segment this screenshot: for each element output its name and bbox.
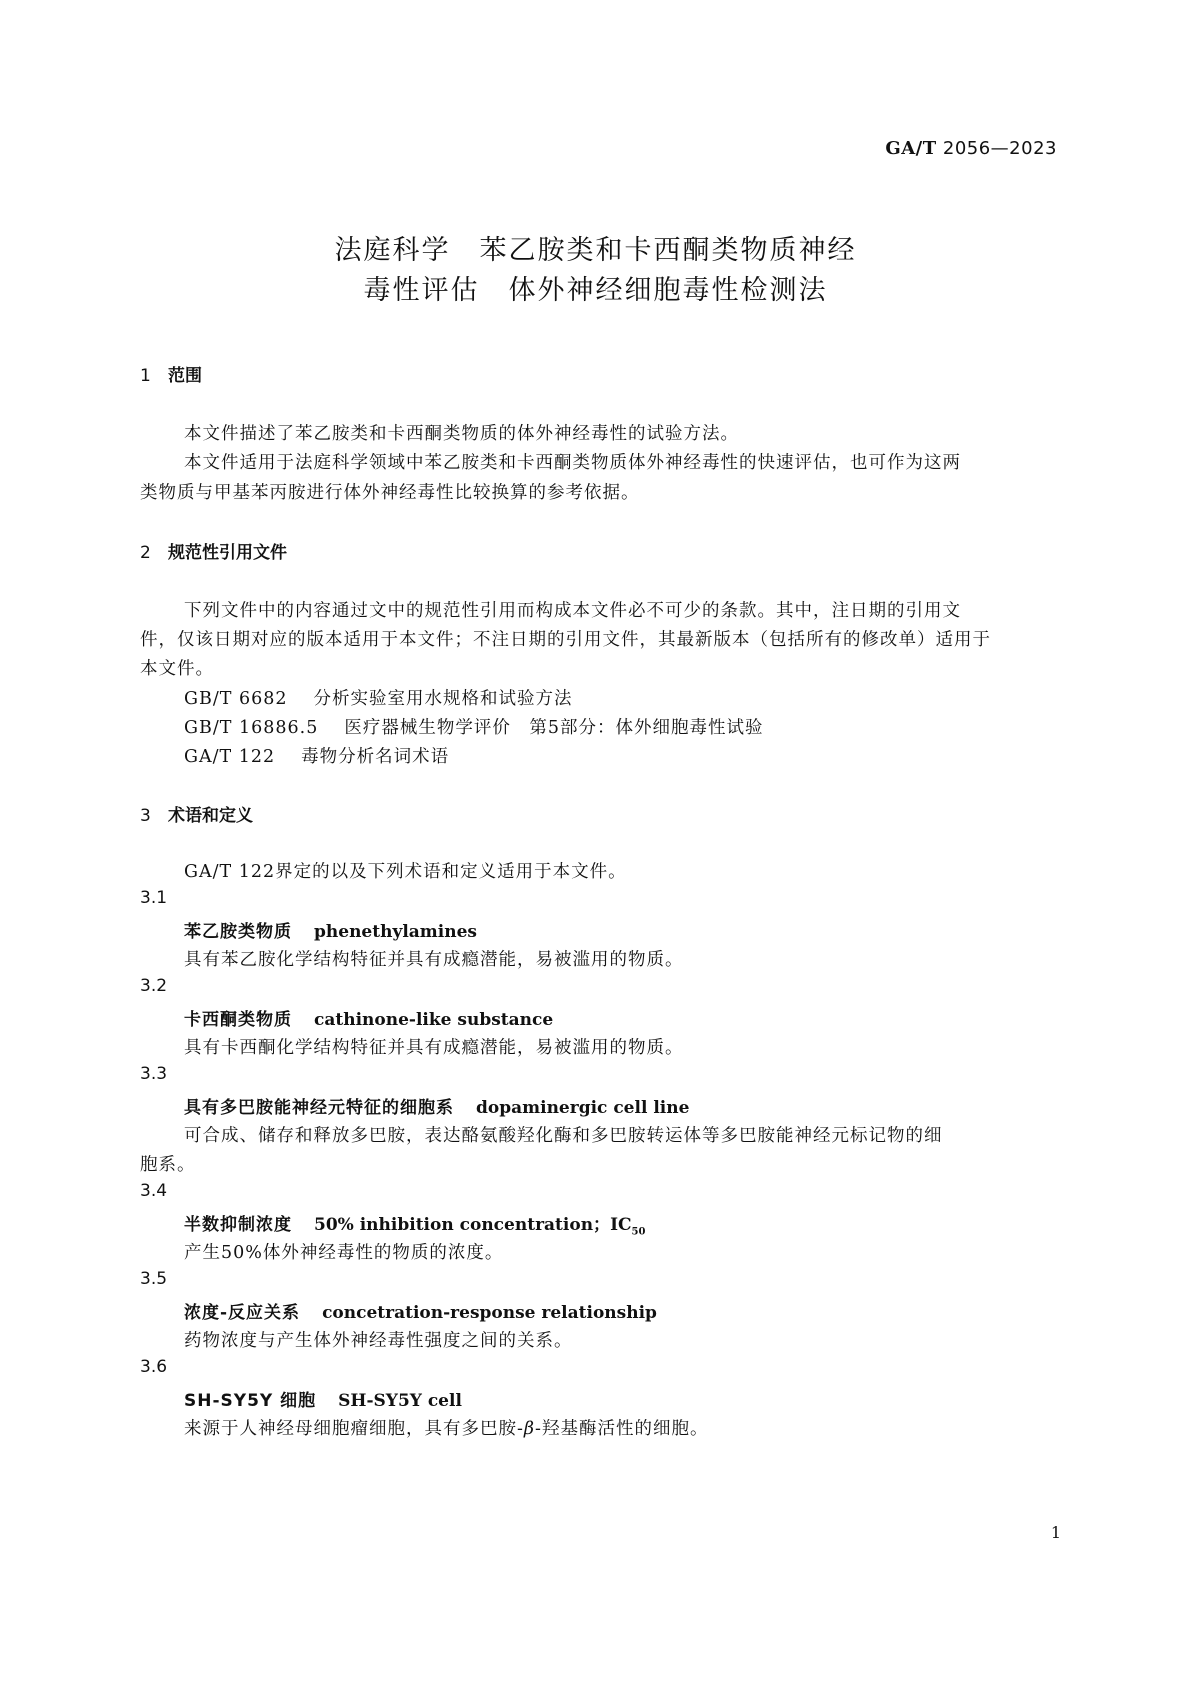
term-definition-line-2: 胞系。 xyxy=(140,1155,196,1175)
term-entry xyxy=(184,917,477,942)
standard-code: 2056—2023 xyxy=(942,138,1057,159)
term-english: concetration-response relationship xyxy=(322,1303,657,1323)
term-definition: 具有苯乙胺化学结构特征并具有成瘾潜能，易被滥用的物质。 xyxy=(184,950,684,970)
term-entry xyxy=(184,1093,689,1118)
normative-reference xyxy=(184,743,449,768)
term-definition: 具有卡西酮化学结构特征并具有成瘾潜能，易被滥用的物质。 xyxy=(184,1038,684,1058)
term-definition xyxy=(184,1415,708,1440)
term-chinese: SH-SY5Y 细胞 xyxy=(184,1391,317,1411)
term-entry xyxy=(184,1005,553,1030)
term-number: 3.1 xyxy=(140,888,168,908)
term-definition: 产生50%体外神经毒性的物质的浓度。 xyxy=(184,1243,504,1263)
term-entry xyxy=(184,1210,645,1237)
normative-reference xyxy=(184,685,573,710)
reference-code: GB/T 16886.5 xyxy=(184,718,319,738)
document-title-line1: 法庭科学 苯乙胺类和卡西酮类物质神经 xyxy=(334,235,857,266)
reference-title: 医疗器械生物学评价 第5部分：体外细胞毒性试验 xyxy=(344,718,764,738)
section-2-heading xyxy=(140,538,287,563)
section-title: 范围 xyxy=(168,366,202,386)
section-2-paragraph-line-1: 下列文件中的内容通过文中的规范性引用而构成本文件必不可少的条款。其中，注日期的引用文 xyxy=(184,601,961,621)
term-number: 3.4 xyxy=(140,1181,168,1201)
section-title: 术语和定义 xyxy=(168,806,253,826)
term-definition: 药物浓度与产生体外神经毒性强度之间的关系。 xyxy=(184,1331,573,1351)
definition-text: -羟基酶活性的细胞。 xyxy=(535,1419,709,1439)
section-3-heading xyxy=(140,801,253,826)
section-1-heading xyxy=(140,361,202,386)
section-1-paragraph-1: 本文件描述了苯乙胺类和卡西酮类物质的体外神经毒性的试验方法。 xyxy=(184,424,739,444)
reference-code: GA/T 122 xyxy=(184,747,276,767)
normative-reference xyxy=(184,714,763,739)
beta-symbol: β xyxy=(523,1419,536,1439)
term-chinese: 浓度-反应关系 xyxy=(184,1303,301,1323)
term-chinese: 苯乙胺类物质 xyxy=(184,922,292,942)
term-abbreviation-subscript: 50 xyxy=(631,1226,646,1238)
definition-text: 来源于人神经母细胞瘤细胞，具有多巴胺- xyxy=(184,1419,524,1439)
term-english: cathinone-like substance xyxy=(314,1010,554,1030)
standard-prefix: GA/T xyxy=(885,138,937,159)
reference-code: GB/T 6682 xyxy=(184,689,288,709)
section-1-paragraph-2-line-2: 类物质与甲基苯丙胺进行体外神经毒性比较换算的参考依据。 xyxy=(140,483,640,503)
term-number: 3.6 xyxy=(140,1357,168,1377)
section-number: 2 xyxy=(140,543,151,563)
term-english: SH-SY5Y cell xyxy=(338,1391,462,1411)
section-3-intro: GA/T 122界定的以及下列术语和定义适用于本文件。 xyxy=(184,862,627,882)
term-english-text: 50% inhibition concentration； xyxy=(314,1215,611,1235)
section-1-paragraph-2-line-1: 本文件适用于法庭科学领域中苯乙胺类和卡西酮类物质体外神经毒性的快速评估，也可作为这两 xyxy=(184,453,961,473)
term-entry xyxy=(184,1386,462,1411)
section-2-paragraph-line-3: 本文件。 xyxy=(140,659,214,679)
term-number: 3.5 xyxy=(140,1269,168,1289)
term-number: 3.3 xyxy=(140,1064,168,1084)
reference-title: 毒物分析名词术语 xyxy=(301,747,450,767)
term-english: dopaminergic cell line xyxy=(476,1098,690,1118)
term-entry xyxy=(184,1298,657,1323)
term-english xyxy=(314,1215,646,1238)
document-title-line2: 毒性评估 体外神经细胞毒性检测法 xyxy=(363,275,828,306)
term-chinese: 卡西酮类物质 xyxy=(184,1010,292,1030)
term-abbreviation: IC xyxy=(610,1215,632,1235)
standard-number xyxy=(885,138,1057,159)
section-number: 1 xyxy=(140,366,151,386)
term-definition-line-1: 可合成、储存和释放多巴胺，表达酪氨酸羟化酶和多巴胺转运体等多巴胺能神经元标记物的细 xyxy=(184,1126,943,1146)
term-number: 3.2 xyxy=(140,976,168,996)
page-number: 1 xyxy=(1050,1523,1061,1542)
section-2-paragraph-line-2: 件，仅该日期对应的版本适用于本文件；不注日期的引用文件，其最新版本（包括所有的修改单）适用于 xyxy=(140,630,991,650)
section-title: 规范性引用文件 xyxy=(168,543,287,563)
section-number: 3 xyxy=(140,806,151,826)
term-chinese: 半数抑制浓度 xyxy=(184,1215,292,1235)
term-english: phenethylamines xyxy=(314,922,477,942)
reference-title: 分析实验室用水规格和试验方法 xyxy=(313,689,573,709)
term-chinese: 具有多巴胺能神经元特征的细胞系 xyxy=(184,1098,454,1118)
